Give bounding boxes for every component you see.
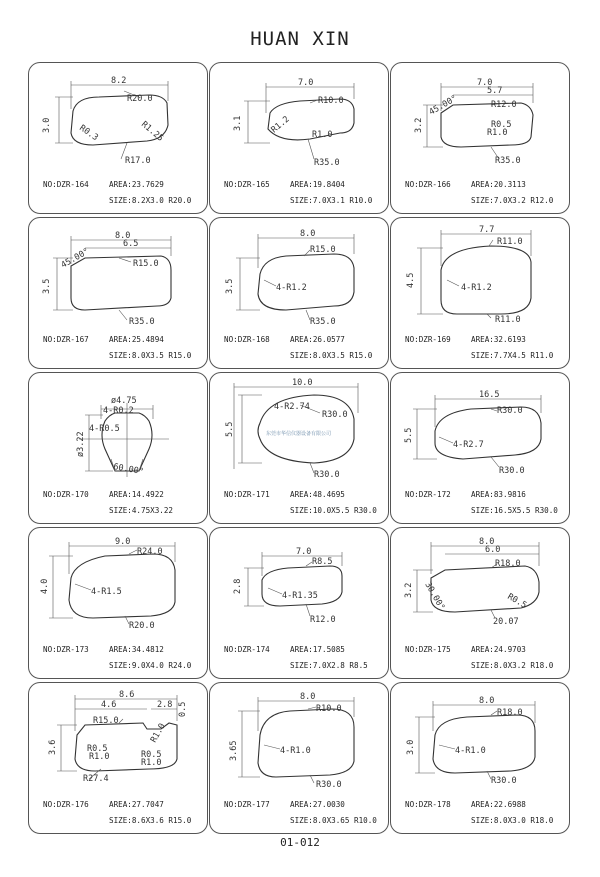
dim-label: 4-R1.2: [461, 283, 492, 293]
dim-label: 4-R1.35: [282, 591, 318, 601]
dim-label: 4-R1.2: [276, 283, 307, 293]
size-value: SIZE:8.0X3.0 R18.0: [471, 816, 554, 825]
dim-label: 2.8: [157, 700, 173, 710]
part-number: NO:DZR-178: [405, 800, 451, 809]
dim-label: R12.0: [310, 615, 336, 625]
drawing-dzr-170: [29, 373, 207, 485]
part-number: NO:DZR-173: [43, 645, 89, 654]
area-value: AREA:32.6193: [471, 335, 526, 344]
area-value: AREA:27.0030: [290, 800, 345, 809]
dim-label: 45.00°: [427, 93, 460, 118]
shape-card-dzr-175: [390, 527, 570, 679]
dim-label: R1.0: [148, 721, 168, 745]
size-value: SIZE:7.0X2.8 R8.5: [290, 661, 368, 670]
dim-label: 6.0: [485, 545, 501, 555]
dim-label: 3.2: [414, 117, 424, 133]
shape-card-dzr-169: [390, 217, 570, 369]
dim-label: R30.0: [497, 406, 523, 416]
dim-label: 4-R2.7: [453, 440, 484, 450]
dim-label: R20.0: [127, 94, 153, 104]
dim-label: 8.0: [115, 231, 131, 241]
dim-label: 3.65: [229, 740, 239, 761]
dimension-lines: [244, 83, 354, 159]
dim-label: 4-R1.5: [91, 587, 122, 597]
part-number: NO:DZR-170: [43, 490, 89, 499]
blade-outline: [69, 554, 175, 618]
dim-label: 4.6: [101, 700, 117, 710]
part-number: NO:DZR-177: [224, 800, 270, 809]
dim-label: 30.00°: [422, 580, 447, 613]
dim-label: 4.0: [40, 578, 50, 594]
dim-label: R15.0: [93, 716, 119, 726]
dim-label: 7.0: [477, 78, 493, 88]
dim-label: 20.07: [493, 617, 519, 627]
dim-label: R24.0: [137, 547, 163, 557]
part-number: NO:DZR-175: [405, 645, 451, 654]
dim-label: 5.5: [225, 421, 235, 437]
dim-label: 3.2: [404, 582, 414, 598]
blade-outline: [433, 715, 535, 773]
dim-label: R30.0: [499, 466, 525, 476]
size-value: SIZE:8.0X3.5 R15.0: [290, 351, 373, 360]
drawing-dzr-167: [29, 218, 207, 330]
dim-label: R30.0: [322, 410, 348, 420]
dim-label: 60.00°: [112, 462, 145, 478]
dim-label: ø4.75: [111, 396, 137, 406]
blade-outline: [435, 407, 541, 459]
dim-label: 8.0: [300, 692, 316, 702]
shape-card-dzr-171: [209, 372, 389, 524]
area-value: AREA:17.5085: [290, 645, 345, 654]
dim-label: R1.0: [487, 128, 508, 138]
shape-card-dzr-173: [28, 527, 208, 679]
dim-label: R15.0: [133, 259, 159, 269]
dim-label: 4.5: [406, 272, 416, 288]
shape-card-dzr-176: [28, 682, 208, 834]
dim-label: 3.0: [42, 117, 52, 133]
size-value: SIZE:8.2X3.0 R20.0: [109, 196, 192, 205]
drawing-dzr-173: [29, 528, 207, 640]
dim-label: R0.3: [77, 123, 100, 144]
shape-card-dzr-165: [209, 62, 389, 214]
dim-label: R8.5: [312, 557, 333, 567]
dim-label: 7.0: [296, 547, 312, 557]
drawing-dzr-166: [391, 63, 569, 175]
dim-label: R20.0: [129, 621, 155, 631]
size-value: SIZE:7.0X3.2 R12.0: [471, 196, 554, 205]
dim-label: 4-R0.2: [103, 406, 134, 416]
dim-label: 6.5: [123, 239, 139, 249]
area-value: AREA:25.4894: [109, 335, 164, 344]
dim-label: 3.5: [42, 278, 52, 294]
size-value: SIZE:9.0X4.0 R24.0: [109, 661, 192, 670]
area-value: AREA:22.6988: [471, 800, 526, 809]
dim-label: R30.0: [314, 470, 340, 480]
drawing-dzr-169: [391, 218, 569, 330]
part-number: NO:DZR-171: [224, 490, 270, 499]
dim-label: 5.7: [487, 86, 503, 96]
blade-outline: [258, 709, 354, 777]
dim-label: 4-R2.74: [274, 402, 310, 412]
dim-label: R11.0: [497, 237, 523, 247]
dim-label: R0.5: [491, 120, 512, 130]
part-number: NO:DZR-172: [405, 490, 451, 499]
dim-label: 8.2: [111, 76, 127, 86]
dim-label: R1.25: [139, 119, 166, 144]
shape-card-dzr-178: [390, 682, 570, 834]
blade-outline: [441, 103, 533, 147]
dim-label: 3.0: [406, 739, 416, 755]
dim-label: 3.1: [233, 115, 243, 131]
dim-label: R35.0: [129, 317, 155, 327]
dim-label: R35.0: [495, 156, 521, 166]
drawing-dzr-164: [29, 63, 207, 175]
watermark: 东莞市华信仪器设备有限公司: [266, 431, 332, 437]
page-number: 01-012: [280, 836, 320, 849]
drawing-dzr-172: [391, 373, 569, 485]
dim-label: 10.0: [292, 378, 313, 388]
dim-label: R0.5: [87, 744, 108, 754]
part-number: NO:DZR-174: [224, 645, 270, 654]
shape-card-dzr-167: [28, 217, 208, 369]
drawing-dzr-165: [210, 63, 388, 175]
drawing-dzr-175: [391, 528, 569, 640]
dim-label: R1.0: [141, 758, 162, 768]
dim-label: 2.8: [233, 578, 243, 594]
dim-label: 45.00°: [59, 246, 92, 271]
dim-label: 7.7: [479, 225, 495, 235]
page-title: HUAN XIN: [250, 28, 350, 50]
dim-label: R30.0: [316, 780, 342, 790]
part-number: NO:DZR-166: [405, 180, 451, 189]
dim-label: R0.5: [141, 750, 162, 760]
shape-card-dzr-177: [209, 682, 389, 834]
shape-card-dzr-170: [28, 372, 208, 524]
part-number: NO:DZR-167: [43, 335, 89, 344]
size-value: SIZE:4.75X3.22: [109, 506, 174, 515]
dim-label: 3.6: [48, 739, 58, 755]
drawing-dzr-171: [210, 373, 388, 485]
area-value: AREA:48.4695: [290, 490, 345, 499]
dim-label: R18.0: [497, 708, 523, 718]
size-value: SIZE:8.0X3.5 R15.0: [109, 351, 192, 360]
shape-card-dzr-172: [390, 372, 570, 524]
dimension-lines: [236, 234, 354, 320]
dim-label: R35.0: [314, 158, 340, 168]
dim-label: R1.0: [89, 752, 110, 762]
dim-label: R18.0: [495, 559, 521, 569]
part-number: NO:DZR-169: [405, 335, 451, 344]
dim-label: 4-R0.5: [89, 424, 120, 434]
blade-outline: [441, 246, 531, 314]
dim-label: R0.5: [505, 591, 529, 611]
dimension-lines: [423, 83, 533, 159]
blade-outline: [258, 254, 354, 310]
area-value: AREA:19.8404: [290, 180, 345, 189]
size-value: SIZE:8.0X3.2 R18.0: [471, 661, 554, 670]
dim-label: 8.0: [300, 229, 316, 239]
dim-label: 4-R1.0: [280, 746, 311, 756]
shape-card-dzr-166: [390, 62, 570, 214]
area-value: AREA:34.4812: [109, 645, 164, 654]
shape-card-dzr-174: [209, 527, 389, 679]
dim-label: R30.0: [491, 776, 517, 786]
dim-label: R17.0: [125, 156, 151, 166]
part-number: NO:DZR-164: [43, 180, 89, 189]
size-value: SIZE:7.7X4.5 R11.0: [471, 351, 554, 360]
dim-label: 0.5: [178, 701, 188, 717]
dim-label: R1.2: [269, 114, 292, 136]
dim-label: R10.0: [318, 96, 344, 106]
dim-label: R27.4: [83, 774, 109, 784]
dim-label: 8.0: [479, 696, 495, 706]
dim-label: R10.0: [316, 704, 342, 714]
area-value: AREA:83.9816: [471, 490, 526, 499]
dim-label: R11.0: [495, 315, 521, 325]
part-number: NO:DZR-165: [224, 180, 270, 189]
area-value: AREA:27.7047: [109, 800, 164, 809]
size-value: SIZE:10.0X5.5 R30.0: [290, 506, 377, 515]
dim-label: 3.5: [225, 278, 235, 294]
dim-label: 8.0: [479, 537, 495, 547]
size-value: SIZE:7.0X3.1 R10.0: [290, 196, 373, 205]
dim-label: R12.0: [491, 100, 517, 110]
area-value: AREA:20.3113: [471, 180, 526, 189]
dim-label: 9.0: [115, 537, 131, 547]
part-number: NO:DZR-176: [43, 800, 89, 809]
dim-label: 8.6: [119, 690, 135, 700]
size-value: SIZE:16.5X5.5 R30.0: [471, 506, 558, 515]
part-number: NO:DZR-168: [224, 335, 270, 344]
dim-label: ø3.22: [76, 431, 86, 457]
shape-card-dzr-164: [28, 62, 208, 214]
area-value: AREA:23.7629: [109, 180, 164, 189]
dim-label: 16.5: [479, 390, 500, 400]
area-value: AREA:24.9703: [471, 645, 526, 654]
drawing-dzr-168: [210, 218, 388, 330]
drawing-dzr-178: [391, 683, 569, 795]
dim-label: 4-R1.0: [455, 746, 486, 756]
size-value: SIZE:8.6X3.6 R15.0: [109, 816, 192, 825]
drawing-dzr-174: [210, 528, 388, 640]
dim-label: R1.0: [312, 130, 333, 140]
shape-card-dzr-168: [209, 217, 389, 369]
area-value: AREA:26.0577: [290, 335, 345, 344]
dim-label: R15.0: [310, 245, 336, 255]
drawing-dzr-176: [29, 683, 207, 795]
size-value: SIZE:8.0X3.65 R10.0: [290, 816, 377, 825]
dim-label: R35.0: [310, 317, 336, 327]
drawing-dzr-177: [210, 683, 388, 795]
area-value: AREA:14.4922: [109, 490, 164, 499]
dim-label: 7.0: [298, 78, 314, 88]
dim-label: 5.5: [404, 427, 414, 443]
